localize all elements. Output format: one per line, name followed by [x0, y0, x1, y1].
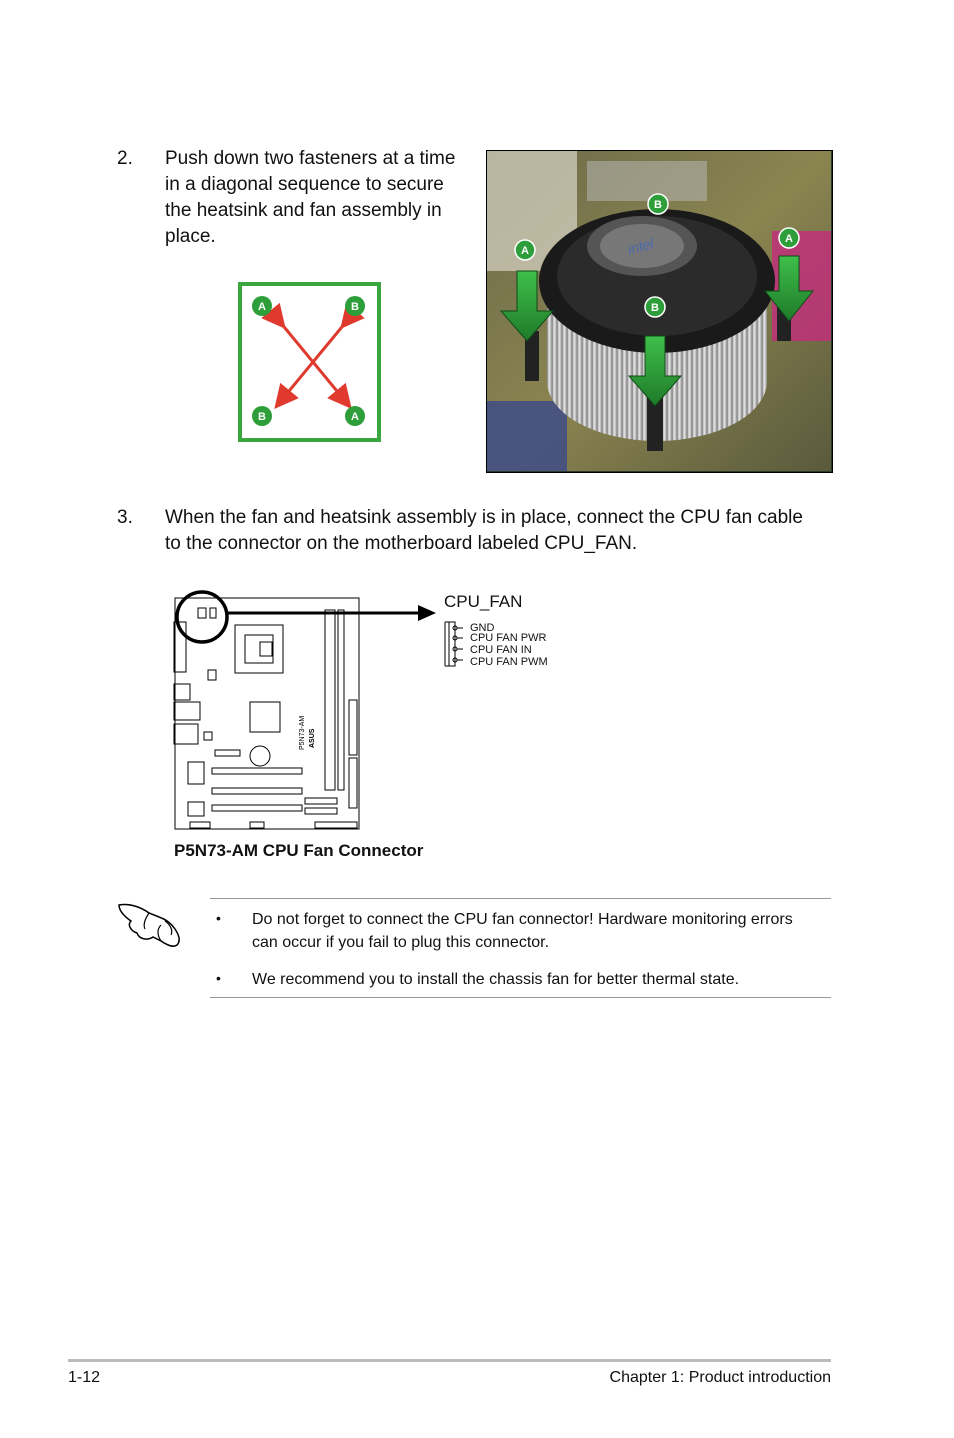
- pin-header-drawing: [444, 620, 464, 668]
- photo-badge-label: A: [521, 245, 529, 257]
- fastener-sequence-diagram: [238, 282, 381, 442]
- intel-logo: intel: [626, 235, 656, 258]
- motherboard-layout: [160, 580, 560, 835]
- pin-label-in: CPU FAN IN: [470, 644, 532, 656]
- note-bottom-rule: [210, 997, 831, 998]
- step-2-line: the heatsink and fan assembly in: [165, 200, 442, 221]
- heatsink-illustration: [487, 151, 831, 471]
- badge-label: B: [258, 411, 266, 423]
- board-model-label: P5N73-AM: [299, 715, 306, 750]
- footer-rule: [68, 1359, 831, 1362]
- callout-arrowhead: [418, 605, 436, 621]
- pin-label-gnd: GND: [470, 622, 495, 634]
- step-2-text: [165, 146, 475, 250]
- connector-pin-header: [444, 620, 464, 668]
- step-3-line: When the fan and heatsink assembly is in place, connect the CPU fan cable: [165, 507, 803, 528]
- note-bullet: •: [216, 910, 221, 926]
- note-top-rule: [210, 898, 831, 899]
- chapter-title: Chapter 1: Product introduction: [609, 1369, 831, 1386]
- hand-pointer-icon: [115, 895, 185, 950]
- photo-badge-label: A: [785, 233, 793, 245]
- badge-label: A: [351, 411, 359, 423]
- step-2-line: in a diagonal sequence to secure: [165, 174, 444, 195]
- connector-title: CPU_FAN: [444, 592, 523, 611]
- note-item: Do not forget to connect the CPU fan connector! Hardware monitoring errors can occur if you fail to plug this connector.: [252, 911, 793, 951]
- page-number: 1-12: [68, 1369, 101, 1386]
- diagonal-arrows: [242, 286, 377, 438]
- photo-badge-label: B: [654, 199, 662, 211]
- note-item: We recommend you to install the chassis fan for better thermal state.: [252, 971, 740, 988]
- connector-highlight-circle: [177, 592, 227, 642]
- badge-label: B: [351, 301, 359, 313]
- pin-label-pwr: CPU FAN PWR: [470, 632, 547, 644]
- motherboard-diagram: [160, 580, 560, 835]
- step-2-line: Push down two fasteners at a time: [165, 148, 456, 169]
- heatsink-photo: [486, 150, 833, 473]
- badge-label: A: [258, 301, 266, 313]
- step-2-line: place.: [165, 226, 216, 247]
- step-3-number: 3.: [117, 507, 133, 528]
- step-3-text: [165, 505, 855, 557]
- step-3-line: to the connector on the motherboard labeled CPU_FAN.: [165, 533, 638, 554]
- step-2-number: 2.: [117, 148, 133, 169]
- pin-label-pwm: CPU FAN PWM: [470, 656, 548, 668]
- board-maker-label: ASUS: [309, 728, 316, 748]
- figure-caption: P5N73-AM CPU Fan Connector: [174, 841, 424, 860]
- photo-badge-label: B: [651, 302, 659, 314]
- note-bullet: •: [216, 970, 221, 986]
- hand-pointer-drawing: [115, 895, 185, 950]
